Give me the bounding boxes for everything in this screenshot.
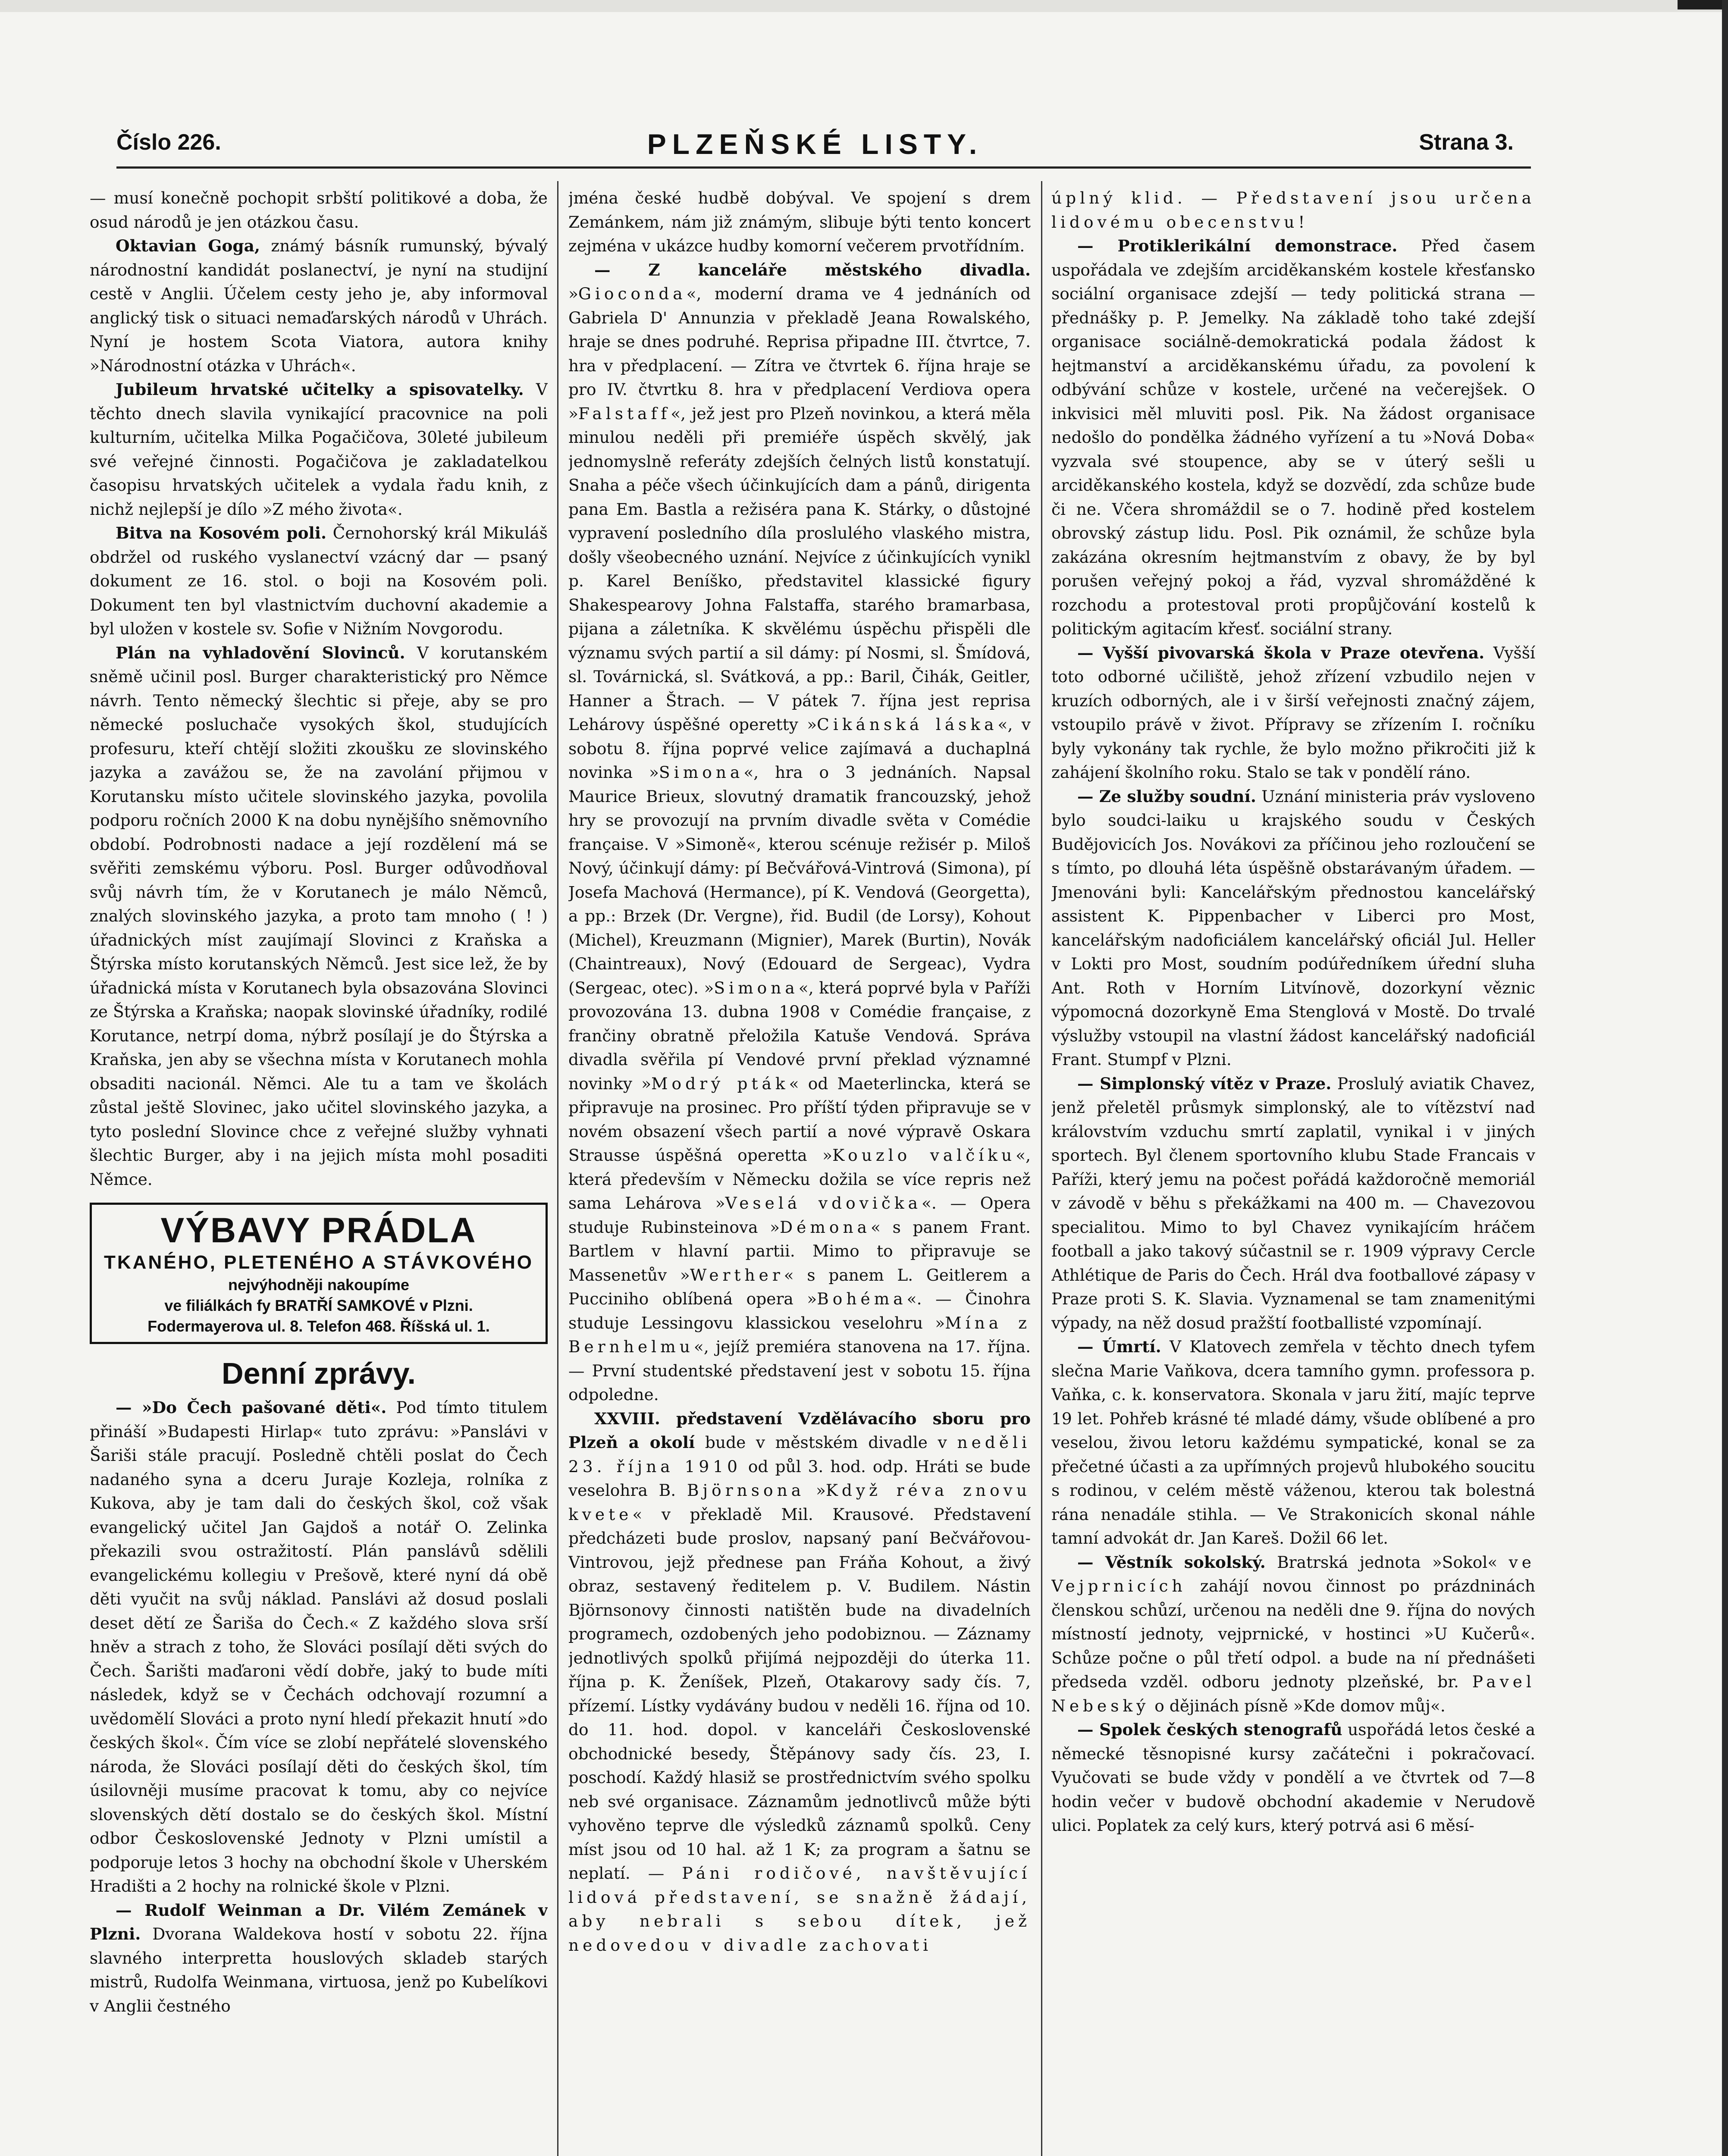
article-body: o dějinách písně »Kde domov můj«.: [1149, 1696, 1446, 1715]
article-body: uspořádá letos české a německé těsnopisné kursy začátečni i pokračovací. Vyučovati se bude vždy v pondělí a ve čtvrtek od 7—8 hodin večer v budově obchodní akademie v Nerudově ulici. Poplatek za celý kurs, který potrvá asi 6 měsí-: [1051, 1720, 1535, 1835]
article-body: «, která poprvé byla v Paříži provozována 13. dubna 1908 v Comédie française, z frančiny obratně přeložila Katuše Vendová. Správa divadla svěřila pí Vendové první překlad významné novinky »: [568, 978, 1031, 1093]
scan-right-edge: [1722, 0, 1728, 2156]
article-body: Proslulý aviatik Chavez, jenž přeletěl průsmyk simplonský, ale to vítězství nad královstvím vzduchu smrtí zaplatil, vynikal i v jiných sportech. Byl členem sportovního klubu Stade Francais v Paříži, který jemu na počest pořádá každoročně memoriál v závodě v běhu s překážkami na 400 m. — Chavezovou specialitou. Mimo to byl Chavez vynikajícím hráčem football a jako takový súčastnil se r. 1909 výpravy Cercle Athlétique de Paris do Čech. Hrál dva footballové zápasy v Praze proti S. K. Slavia. Vyznamenal se tam znamenitými výpady, na něž dosud pražští footballisté vzpomínají.: [1051, 1074, 1535, 1332]
issue-number: Číslo 226.: [116, 130, 221, 155]
article-body: « s panem Frant. Bartlem v hlavní partii. Mimo to připravuje se Massenetův »: [568, 1217, 1031, 1285]
article-deti: [90, 1396, 548, 1899]
article-body: Černohorský král Mikuláš obdržel od ruského vyslanectví vzácný dar — psaný dokument ze 16. stol. o boji na Kosovém poli. Dokument ten byl vlastnictvím duchovní akademie a byl uložen v kostele sv. Sofie v Nižním Novgorodu.: [90, 523, 548, 638]
article-weinman: [90, 1899, 548, 2018]
article-umrti: [1051, 1335, 1535, 1551]
ad-address: Fodermayerova ul. 8. Telefon 468. Říšská ul. 1.: [147, 1317, 490, 1335]
play-title: Démona: [780, 1217, 871, 1237]
emphasized-text: Björnsona: [687, 1481, 805, 1500]
play-title: Modrý pták: [651, 1074, 789, 1093]
article-heading: Plán na vyhladovění Slovinců.: [116, 643, 405, 662]
article-heading: — Ze služby soudní.: [1077, 787, 1256, 806]
article-demonstrace: [1051, 234, 1535, 641]
article-body: «. — Činohra studuje Lessingovu klassickou veselohru »: [568, 1289, 1031, 1332]
article-stenografove: [1051, 1718, 1535, 1838]
column-3: [1051, 186, 1535, 2156]
article-body: « od Maeterlincka, která se připravuje na prosinec. Pro příští týden připravuje se v novém obsazení všech partií a nové výpravě Oskara Strausse úspěšná operetta »: [568, 1074, 1031, 1165]
article-sluzba-soudni: [1051, 785, 1535, 1072]
scan-top-edge: [0, 0, 1728, 12]
article-body: Uznání ministeria práv vysloveno bylo soudci-laiku u krajského soudu v Českých Budějovicích Jos. Novákovi za příčinou jeho rozloučení se s tímto, po dlouhá léta úspěšně obstarávaným úřadem. — Jmenováni byli: Kancelářským přednostou kancelářský assistent K. Pippenbacher v Liberci pro Most, kancelářským nadoficiálem kancelářský oficiál Jul. Heller v Lokti pro Most, soudním podúředníkem úřední sluha Ant. Roth v Horním Litvínově, dozorkyní věznic výpomocná dozorkyně Ema Stenglová v Mostě. Do trvalé výslužby vstoupil na vlastní žádost kancelářský nadoficiál Frant. Stumpf v Plzni.: [1051, 787, 1535, 1069]
article-body: zahájí novou činnost po prázdninách členskou schůzí, určenou na neděli dne 9. října do nových místností jednoty, vejprnické, v hostinci »U Kučerů«. Schůze počne o půl třetí odpol. a bude na ní přednášeti předseda vzděl. odboru jednoty plzeňské, br.: [1051, 1576, 1535, 1691]
ad-headline: VÝBAVY PRÁDLA: [160, 1211, 477, 1250]
article-continuation: úplný klid. — Představení jsou určena lidovému obecenstvu!: [1051, 188, 1535, 232]
emphasized-text: Pavel Nebeský: [1051, 1672, 1535, 1715]
article-heading: — Z kanceláře městského divadla.: [594, 260, 1031, 279]
article-continuation: — musí konečně pochopit srbští politikové a doba, že osud národů je jen otázkou času.: [90, 188, 548, 232]
play-title: Cikánská láska: [817, 715, 998, 734]
article-body: V těchto dnech slavila vynikající pracovnice na poli kulturním, učitelka Milka Pogačičova, 30leté jubileum své veřejné činnosti. Pogačičova je zakladatelkou časopisu hrvatských učitelek a vydala řadu knih, z nichž nejlepší je dílo »Z mého života«.: [90, 380, 548, 519]
ad-subline: TKANÉHO, PLETENÉHO A STÁVKOVÉHO: [104, 1252, 533, 1273]
article-body: »: [568, 284, 578, 303]
emphasized-text: Páni rodičové, navštěvující lidová představení, se snažně žádají, aby nebrali s sebou dítek, jež nedovedou v divadle zachovati: [568, 1864, 1031, 1955]
article-heading: Bitva na Kosovém poli.: [116, 523, 327, 542]
article-divadlo: [568, 258, 1031, 1407]
article-body: «. — Opera studuje Rubinsteinova »: [568, 1194, 1031, 1237]
advertisement-box: [90, 1203, 548, 1344]
play-title: Mína z Bernhelmu: [568, 1313, 1031, 1356]
article-slovinci: [90, 641, 548, 1192]
newspaper-title: PLZEŇSKÉ LISTY.: [647, 128, 983, 160]
article-body: «, jež jest pro Plzeň novinkou, a která měla minulou neděli při premiéře úspěch skvělý, jak jednomyslně referáty zdejších čelných listů konstatují. Snaha a péče všech účinkujících dam a pánů, dirigenta pana Em. Bastla a režiséra pana K. Stárky, o důstojné vypravení posledního díla proslulého vlaského mistra, došly všeobecného uznání. Nejvíce z účinkujících vynikl p. Karel Beníško, představitel klassické figury Shakespearovy Johna Falstaffa, starého bramarbasa, pijana a záletníka. K skvělému úspěchu přispěli dle významu svých partií a sil dámy: pí Nosmi, sl. Šmídová, sl. Továrnická, sl. Svátková, a pp.: Baril, Čihák, Geitler, Hanner a Štrach. — V pátek 7. října jest reprisa Lehárovy úspěšné operetty »: [568, 404, 1031, 734]
article-body: «, moderní drama ve 4 jednáních od Gabriela D' Annunzia v překladě Jeana Rowalského, hraje se dnes podruhé. Reprisa připadne III. čtvrtce, 7. hra v předplacení. — Zítra ve čtvrtek 6. října hraje se pro IV. čtvrtku 8. hra v předplacení Verdiova opera »: [568, 284, 1031, 423]
article-heading: — Simplonský vítěz v Praze.: [1077, 1074, 1332, 1093]
article-body: «, v sobotu 8. října poprvé velice zajímavá a duchaplná novinka »: [568, 715, 1031, 782]
play-title: Bohéma: [817, 1289, 907, 1308]
article-body: od půl 3. hod. odp. Hráti se bude veselohra B.: [568, 1457, 1031, 1500]
article-kosovo: [90, 521, 548, 641]
column-divider-1: [557, 181, 558, 2156]
article-body: Pod tímto titulem přináší »Budapesti Hirlap« tuto zprávu: »Panslávi v Šariši stále pracují. Posledně chtěli poslat do Čech nadaného syna a dceru Juraje Kozleja, rolníka z Kukova, aby je tam dali do českých škol, což však evangelický učitel Jan Gajdoš a notář O. Zelinka překazili svou ostražitostí. Plán panslávů sdělili evangelickému kollegiu v Prešově, které nyní dá obě děti vyučit na svůj náklad. Panslávi až dosud poslali deset dětí ze Šariša do Čech.« Z každého slova srší hněv a strach z toho, že Slováci posílají děti svých do Čech. Šarišti maďaroni vědí dobře, jaký to bude míti následek, když se v Čechách odchovají rozumní a uvědomělí Slováci a proto nyní hledí překazit hnutí »do českých škol«. Čím více se zlobí nepřátelé slovenského národa, že Slováci posílají děti do českých škol, tím úsilovněji musíme pracovat k tomu, aby co nejvíce slovenských dětí dostalo se do českých škol. Místní odbor Československé Jednoty v Plzni umístil a podporuje letos 3 hochy na obchodní škole v Uherském Hradišti a 2 hochy na rolnické škole v Plzni.: [90, 1398, 548, 1896]
header-rule: [116, 166, 1531, 169]
ad-text: nejvýhodněji nakoupíme: [228, 1276, 410, 1294]
article-body: «, která především v Německu dožila se více repris než sama Lehárova »: [568, 1146, 1031, 1213]
play-title: Simona: [659, 763, 744, 782]
article-heading: — Vyšší pivovarská škola v Praze otevřena.: [1077, 643, 1485, 662]
play-title: Werther: [690, 1265, 784, 1285]
article-heading: — Spolek českých stenografů: [1077, 1720, 1342, 1739]
article-body: V korutanském sněmě učinil posl. Burger charakteristický pro Němce návrh. Tento německý šlechtic si přeje, aby se pro německé posluchače vysokých škol, studujících profesuru, kteří chtějí složiti zkoušku ze slovinského jazyka a zavážou se, že na zavolání přijmou v Korutansku místo učitele slovinského jazyka, povolila podporu ročních 2000 K na dobu nynějšího sněmovního období. Podrobnosti nadace a její rozdělení má se svěřiti zemskému výboru. Posl. Burger odůvodňoval svůj návrh tím, že v Korutanech je málo Němců, znalých slovinského jazyka, a proto tam mnoho ( ! ) úřadnických míst zaujímají Slovinci z Kraňska a Štýrska místo korutanských Němců. Jest sice lež, že by úřadnická místa v Korutanech byla obsazována Slovinci ze Štýrska a Kraňska; naopak slovinské úřadníky, rodilé Korutance, netrpí doma, nýbrž posílají je do Štýrska a Kraňska, jen aby se všechna místa v Korutanech mohla obsaditi nacionál. Němci. Ale tu a tam ve školách zůstal ještě Slovinec, jako učitel slovinského jazyka, a tyto poslední Slovince chce z veřejné služby vyhnati šlechtic Burger, aby i na jejich místa mohl posaditi Němce.: [90, 643, 548, 1189]
play-title: Veselá vdovička: [725, 1194, 922, 1213]
section-title: Denní zprávy.: [222, 1357, 416, 1390]
ad-text: ve filiálkách fy BRATŘÍ SAMKOVÉ v Plzni.: [164, 1297, 473, 1314]
column-divider-2: [1041, 181, 1042, 2156]
article-jubileum: [90, 378, 548, 521]
article-body: Bratrská jednota »Sokol«: [1265, 1552, 1509, 1572]
article-simplon: [1051, 1072, 1535, 1335]
article-body: «, jejíž premiéra stanovena na 17. října. — První studentské představení jest v sobotu 15. října odpoledne.: [568, 1337, 1031, 1404]
article-heading: — Věstník sokolský.: [1077, 1552, 1266, 1572]
article-vestnik-sokolsky: [1051, 1551, 1535, 1718]
play-title: Simona: [714, 978, 799, 997]
article-heading: — »Do Čech pašované děti«.: [116, 1398, 387, 1417]
column-1: [90, 186, 548, 2156]
scan-corner-shadow: [1678, 0, 1728, 9]
article-heading: — Úmrtí.: [1077, 1337, 1161, 1356]
emphasized-text: neděli 23. října 1910: [568, 1433, 1031, 1476]
article-heading: Oktavian Goga,: [116, 236, 260, 255]
article-body: « v překladě Mil. Krausové. Představení předcházeti bude proslov, napsaný paní Bečvářovou-Vintrovou, jejž přednese pan Fráňa Kohout, a živý obraz, sestavený ředitelem p. V. Budilem. Nástin Björnsonovy činnosti natištěn bude na divadelních programech, ozdobených jeho podobiznou. — Záznamy jednotlivých spolků přijímá nejpozději do úterka 11. října p. K. Ženíšek, Plzeň, Otakarovy sady čís. 7, přízemí. Lístky vydávány budou v neděli 16. října od 10. do 11. hod. dopol. v kanceláři Československé obchodnické besedy, Štěpánovy sady čís. 23, I. poschodí. Každý hlasiž se prostřednictvím svého spolku neb své organisace. Záznamům jednotlivců může býti vyhověno teprve dle výsledků záznamů spolků. Ceny míst jsou od 10 hal. až 1 K; za program a šatnu se neplatí. —: [568, 1504, 1031, 1883]
article-body: V Klatovech zemřela v těchto dnech tyfem slečna Marie Vaňkova, dcera tamního gymn. professora p. Vaňka, c. k. konservatora. Skonala v jaru žití, majíc teprve 19 let. Pohřeb krásné té mladé dámy, všude oblíbené a pro veselou, živou letoru každému sympatické, konal se za přečetné účasti a za upřímných projevů hlubokého soucitu s rodinou, v celém městě váženou, kterou tak bolestná rána nenadále stihla. — Ve Strakonicích skonal náhle tamní advokát dr. Jan Kareš. Dožil 66 let.: [1051, 1337, 1535, 1548]
article-heading: Jubileum hrvatské učitelky a spisovatelky.: [116, 380, 524, 399]
play-title: Kouzlo valčíku: [832, 1146, 1016, 1165]
article-pivovarska-skola: [1051, 641, 1535, 785]
article-body: bude v městském divadle v: [695, 1433, 957, 1452]
play-title: Falstaff: [578, 404, 671, 423]
article-body: Před časem uspořádala ve zdejším arciděkanském kostele křesťansko sociální organisace zdejší — tedy politická strana — přednášky p. P. Jemelky. Na základě toho také zdejší organisace sociálně-demokratická podala žádost k hejtmanství a arciděkanskému úřadu, za povolení k odbývání schůze v kostele, určené na večerejšek. O inkvisici měl mluviti posl. Pik. Na žádost organisace nedošlo do pondělka žádného vyřízení a tu »Nová Doba« vyzvala své stoupence, aby se v úterý sešli u arciděkanského kostela, když se dozvědí, zda schůze bude či ne. Včera shromáždil se o 7. hodině před kostelem obrovský zástup lidu. Posl. Pik oznámil, že schůze byla zakázána okresním hejtmanstvím z obavy, že by byl porušen veřejný pokoj a řád, vyzval shromážděné k rozchodu a protestoval proti propůjčování kostelů k politickým agitacím křesť. sociální strany.: [1051, 236, 1535, 638]
article-vzdelavaci-sbor: [568, 1407, 1031, 1958]
article-body: Dvorana Waldekova hostí v sobotu 22. října slavného interpretta houslových skladeb starých mistrů, Rudolfa Weinmana, virtuosa, jenž po Kubelíkovi v Anglii čestného: [90, 1924, 548, 2015]
article-heading: — Protiklerikální demonstrace.: [1077, 236, 1398, 255]
play-title: Když réva znovu kvete: [568, 1481, 1031, 1524]
article-body: Vyšší toto odborné učiliště, jehož zřízení vzbudilo nejen v kruzích odborných, ale i v širší veřejnosti značný zájem, vstoupilo právě v život. Přípravy se zřízením I. ročníku byly vykonány tak rychle, že bylo možno přikročiti již k zahájení školního roku. Stalo se tak v pondělí ráno.: [1051, 643, 1535, 782]
page-header: [116, 129, 1514, 168]
play-title: Gioconda: [578, 284, 687, 303]
article-heading: XXVIII. představení Vzdělávacího sboru pro Plzeň a okolí: [568, 1409, 1031, 1452]
column-2: [568, 186, 1031, 2156]
article-goga: [90, 234, 548, 378]
page-number: Strana 3.: [1419, 130, 1514, 155]
article-body: známý básník rumunský, bývalý národnostní kandidát poslanectví, je nyní na studijní cestě v Anglii. Účelem cesty jeho je, aby informoval anglický tisk o situaci nemaďarských národů v Uhrách. Nyní je hostem Scota Viatora, autora knihy »Národnostní otázka v Uhrách«.: [90, 236, 548, 375]
article-body: »: [805, 1481, 826, 1500]
article-body: «, hra o 3 jednáních. Napsal Maurice Brieux, slovutný dramatik francouzský, jehož hry se provozují na prvním divadle světa v Comédie française. V »Simoně«, kterou scénuje režisér p. Miloš Nový, účinkují dámy: pí Bečvářová-Vintrová (Simona), pí Josefa Machová (Hermance), pí K. Vendová (Georgetta), a pp.: Brzek (Dr. Vergne), řid. Budil (de Lorsy), Kohout (Michel), Kreuzmann (Mignier), Marek (Burtin), Novák (Chaintreaux), Nový (Edouard de Sergeac), Vydra (Sergeac, otec). »: [568, 763, 1031, 997]
article-heading: — Rudolf Weinman a Dr. Vilém Zemánek v Plzni.: [90, 1900, 548, 1943]
article-body: « s panem L. Geitlerem a Pucciniho oblíbená opera »: [568, 1265, 1031, 1308]
emphasized-text: ve Vejprnicích: [1051, 1552, 1535, 1595]
article-continuation: jména české hudbě dobýval. Ve spojení s drem Zemánkem, nám již známým, slibuje býti tento koncert zejména v ukázce hudby komorní večerem prvotřídním.: [568, 188, 1031, 255]
